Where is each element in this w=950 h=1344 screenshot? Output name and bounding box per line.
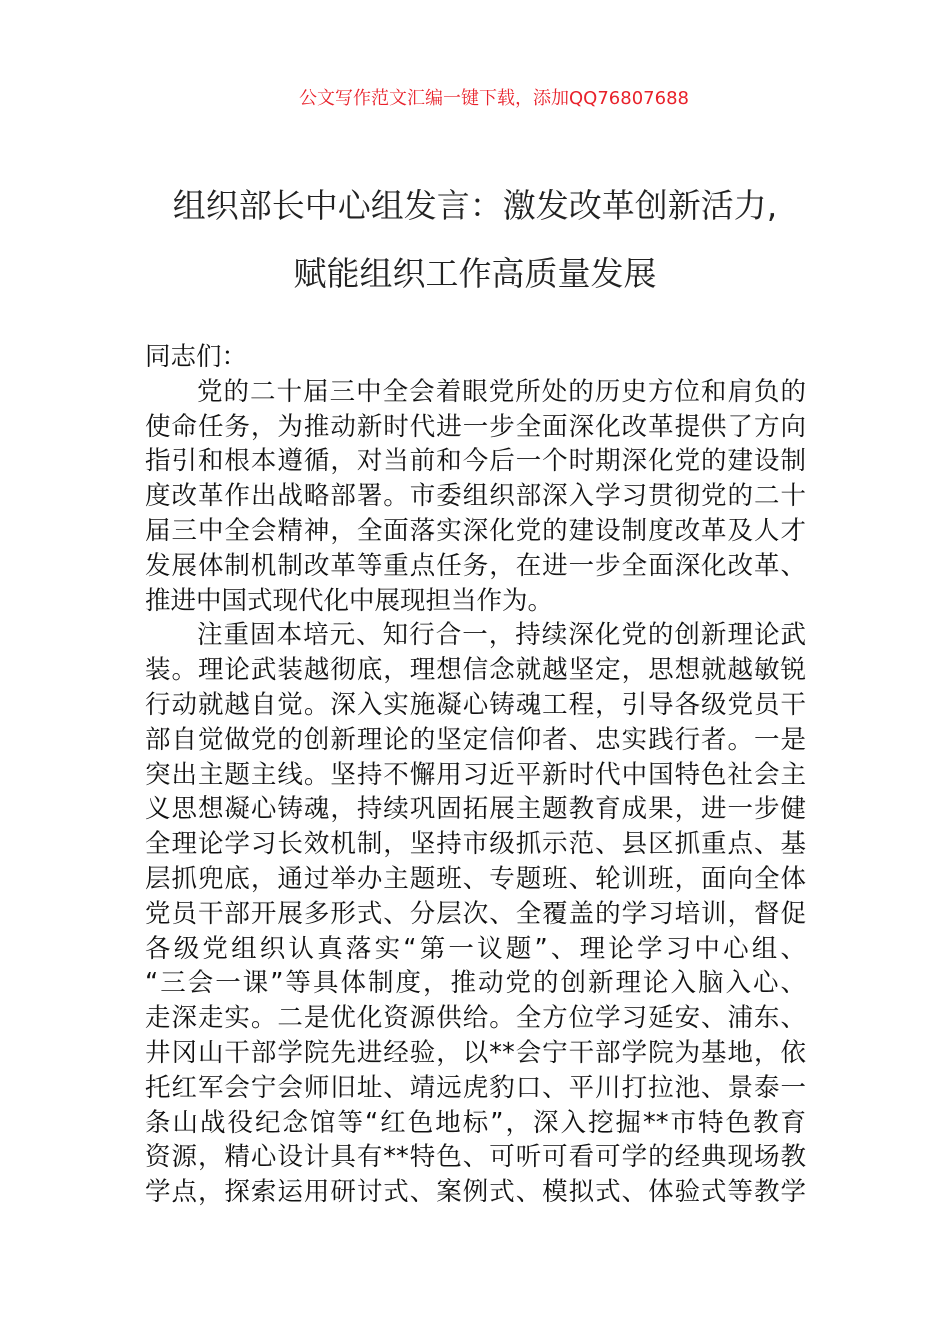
paragraph-line: 各级党组织认真落实“第一议题”、理论学习中心组、: [145, 933, 806, 964]
paragraph-line: 托红军会宁会师旧址、靖远虎豹口、平川打拉池、景泰一: [145, 1072, 806, 1103]
paragraph-line: 装。理论武装越彻底，理想信念就越坚定，思想就越敏锐: [145, 655, 806, 686]
paragraph-line: 义思想凝心铸魂，持续巩固拓展主题教育成果，进一步健: [145, 794, 806, 825]
paragraph-line: 注重固本培元、知行合一，持续深化党的创新理论武: [197, 620, 806, 651]
paragraph-line: 党员干部开展多形式、分层次、全覆盖的学习培训，督促: [145, 898, 806, 929]
paragraph-line: 部自觉做党的创新理论的坚定信仰者、忠实践行者。一是: [145, 724, 806, 755]
paragraph-line: 井冈山干部学院先进经验，以**会宁干部学院为基地，依: [145, 1037, 806, 1068]
paragraph-line: 推进中国式现代化中展现担当作为。: [145, 585, 554, 616]
paragraph-line: 度改革作出战略部署。市委组织部深入学习贯彻党的二十: [145, 481, 806, 512]
document-body: [145, 340, 806, 1210]
paragraph-line: 全理论学习长效机制，坚持市级抓示范、县区抓重点、基: [145, 829, 806, 860]
document-title-line-1: 组织部长中心组发言：激发改革创新活力,: [172, 186, 778, 225]
paragraph-line: 资源，精心设计具有**特色、可听可看可学的经典现场教: [145, 1142, 806, 1173]
paragraph-line: 发展体制机制改革等重点任务，在进一步全面深化改革、: [145, 550, 806, 581]
salutation: 同志们：: [145, 342, 248, 372]
paragraph-line: 条山战役纪念馆等“红色地标”，深入挖掘**市特色教育: [145, 1107, 806, 1138]
paragraph-line: 指引和根本遵循，对当前和今后一个时期深化党的建设制: [145, 446, 806, 477]
paragraph-line: 层抓兜底，通过举办主题班、专题班、轮训班，面向全体: [145, 863, 806, 894]
paragraph-line: 使命任务，为推动新时代进一步全面深化改革提供了方向: [145, 411, 806, 442]
paragraph-line: “三会一课”等具体制度，推动党的创新理论入脑入心、: [145, 968, 806, 999]
paragraph-line: 学点，探索运用研讨式、案例式、模拟式、体验式等教学: [145, 1177, 806, 1208]
paragraph-line: 走深走实。二是优化资源供给。全方位学习延安、浦东、: [145, 1003, 806, 1034]
document-title-line-2: 赋能组织工作高质量发展: [293, 254, 657, 293]
paragraph-line: 行动就越自觉。深入实施凝心铸魂工程，引导各级党员干: [145, 689, 806, 720]
paragraph-line: 突出主题主线。坚持不懈用习近平新时代中国特色社会主: [145, 759, 806, 790]
promo-banner: 公文写作范文汇编一键下载，添加QQ76807688: [299, 88, 689, 109]
paragraph-line: 党的二十届三中全会着眼党所处的历史方位和肩负的: [197, 376, 806, 407]
paragraph-line: 届三中全会精神，全面落实深化党的建设制度改革及人才: [145, 515, 806, 546]
